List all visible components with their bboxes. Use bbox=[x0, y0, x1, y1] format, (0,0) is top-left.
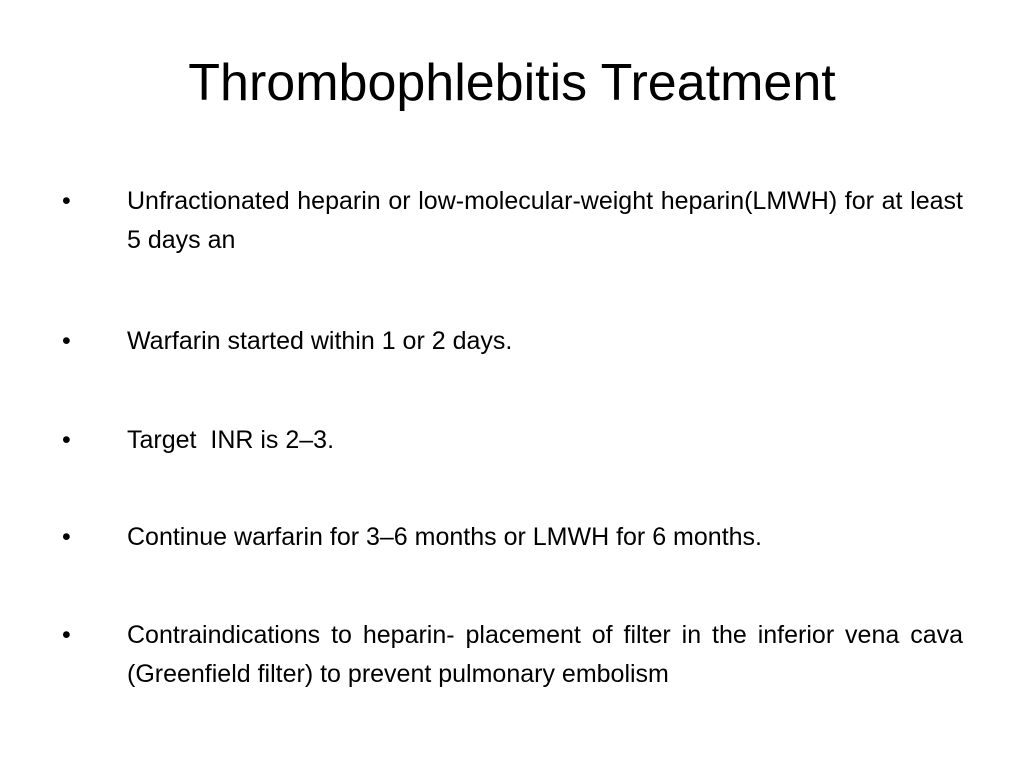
bullet-text: Warfarin started within 1 or 2 days. bbox=[127, 327, 513, 355]
bullet-marker: • bbox=[62, 187, 71, 215]
bullet-text: Target INR is 2–3. bbox=[127, 426, 335, 454]
bullet-text: Contraindications to heparin- placement of filter in the inferior vena cava (Greenfield filter) to prevent pulmonary embolism bbox=[127, 621, 963, 688]
bullet-text: Unfractionated heparin or low-molecular-weight heparin(LMWH) for at least 5 days an bbox=[127, 187, 963, 254]
bullet-marker: • bbox=[62, 426, 71, 454]
slide-title: Thrombophlebitis Treatment bbox=[188, 54, 836, 112]
bullet-marker: • bbox=[62, 523, 71, 551]
bullet-text: Continue warfarin for 3–6 months or LMWH for 6 months. bbox=[127, 523, 762, 551]
bullet-marker: • bbox=[62, 327, 71, 355]
bullet-marker: • bbox=[62, 621, 71, 649]
